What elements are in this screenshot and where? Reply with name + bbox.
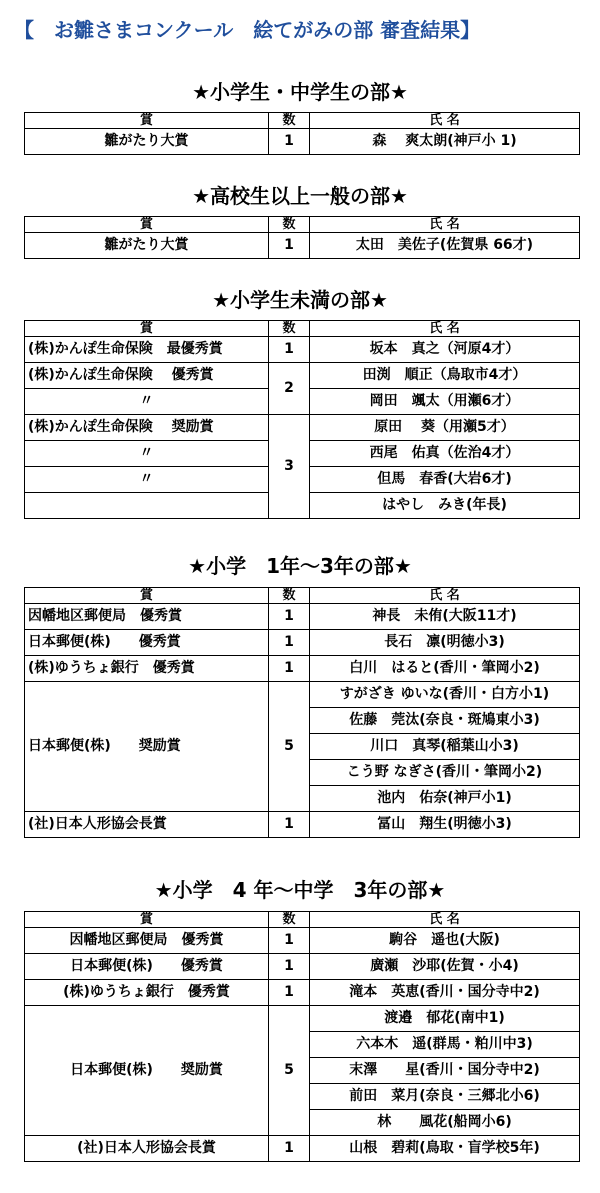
name-cell: すがざき ゆいな(香川・白方小1): [310, 682, 580, 708]
header-name: 氏 名: [310, 113, 580, 129]
award-cell: 日本郵便(株) 奨励賞: [25, 682, 269, 812]
table-row: [25, 1006, 580, 1032]
name-cell: 長石 凛(明徳小3): [310, 630, 580, 656]
header-count: 数: [269, 321, 310, 337]
results-table-grade-1-3: [24, 587, 580, 838]
name-cell: 六本木 遥(群馬・粕川中3): [310, 1032, 580, 1058]
award-cell: 日本郵便(株) 奨励賞: [25, 1006, 269, 1136]
award-cell: (株)ゆうちょ銀行 優秀賞: [25, 980, 269, 1006]
header-count: 数: [269, 113, 310, 129]
name-cell: 西尾 佑真（佐治4才）: [310, 441, 580, 467]
name-cell: 末澤 星(香川・国分寺中2): [310, 1058, 580, 1084]
section-heading-grade-4-junior-3: ★小学 4 年～中学 3年の部★: [154, 878, 446, 902]
name-cell: 滝本 英恵(香川・国分寺中2): [310, 980, 580, 1006]
count-cell: 1: [269, 928, 310, 954]
name-cell: こう野 なぎさ(香川・筆岡小2): [310, 760, 580, 786]
count-cell: 3: [269, 415, 310, 519]
section-heading-elementary-junior: ★小学生・中学生の部★: [192, 80, 408, 104]
table-row: [25, 415, 580, 441]
name-cell: 渡邉 郁花(南中1): [310, 1006, 580, 1032]
count-cell: 1: [269, 656, 310, 682]
name-cell: 坂本 真之（河原4才）: [310, 337, 580, 363]
award-cell: 雛がたり大賞: [25, 129, 269, 155]
award-cell: (株)かんぽ生命保険 最優秀賞: [25, 337, 269, 363]
count-cell: 1: [269, 980, 310, 1006]
results-table-preschool: [24, 320, 580, 519]
table-row: [25, 928, 580, 954]
section-heading-preschool: ★小学生未満の部★: [212, 288, 388, 312]
table-row: [25, 233, 580, 259]
award-cell: 因幡地区郵便局 優秀賞: [25, 604, 269, 630]
table-header-row: [25, 113, 580, 129]
header-award: 賞: [25, 912, 269, 928]
name-cell: 山根 碧莉(鳥取・盲学校5年): [310, 1136, 580, 1162]
name-cell: 神長 未侑(大阪11才): [310, 604, 580, 630]
name-cell: 前田 菜月(奈良・三郷北小6): [310, 1084, 580, 1110]
award-cell: 雛がたり大賞: [25, 233, 269, 259]
name-cell: 田渕 順正（鳥取市4才）: [310, 363, 580, 389]
table-header-row: [25, 912, 580, 928]
table-row: [25, 954, 580, 980]
ditto-cell: 〃: [25, 389, 269, 415]
count-cell: 1: [269, 630, 310, 656]
count-cell: 1: [269, 337, 310, 363]
name-cell: 池内 佑奈(神戸小1): [310, 786, 580, 812]
table-row: [25, 337, 580, 363]
name-cell: 林 風花(船岡小6): [310, 1110, 580, 1136]
header-award: 賞: [25, 588, 269, 604]
ditto-cell: 〃: [25, 441, 269, 467]
count-cell: 5: [269, 682, 310, 812]
header-name: 氏 名: [310, 912, 580, 928]
name-cell: 太田 美佐子(佐賀県 66才): [310, 233, 580, 259]
name-cell: 森 爽太朗(神戸小 1): [310, 129, 580, 155]
count-cell: 1: [269, 812, 310, 838]
name-cell: 駒谷 遥也(大阪): [310, 928, 580, 954]
count-cell: 2: [269, 363, 310, 415]
name-cell: 佐藤 莞汰(奈良・斑鳩東小3): [310, 708, 580, 734]
header-name: 氏 名: [310, 321, 580, 337]
header-name: 氏 名: [310, 588, 580, 604]
table-row: [25, 363, 580, 389]
ditto-cell: 〃: [25, 467, 269, 493]
header-award: 賞: [25, 113, 269, 129]
count-cell: 1: [269, 604, 310, 630]
table-row: [25, 129, 580, 155]
name-cell: はやし みき(年長): [310, 493, 580, 519]
count-cell: 1: [269, 233, 310, 259]
section-heading-grade-1-3: ★小学 1年～3年の部★: [188, 554, 412, 578]
header-count: 数: [269, 912, 310, 928]
award-cell: [25, 493, 269, 519]
name-cell: 岡田 颯太（用瀬6才）: [310, 389, 580, 415]
award-cell: 日本郵便(株) 優秀賞: [25, 630, 269, 656]
count-cell: 5: [269, 1006, 310, 1136]
name-cell: 廣瀬 沙耶(佐賀・小4): [310, 954, 580, 980]
table-row: [25, 656, 580, 682]
table-row: [25, 604, 580, 630]
award-cell: (社)日本人形協会長賞: [25, 812, 269, 838]
name-cell: 川口 真琴(稲葉山小3): [310, 734, 580, 760]
page-title: 【 お雛さまコンクール 絵てがみの部 審査結果】: [14, 18, 481, 42]
award-cell: (株)かんぽ生命保険 奨励賞: [25, 415, 269, 441]
results-table-grade-4-junior-3: [24, 911, 580, 1162]
count-cell: 1: [269, 1136, 310, 1162]
header-award: 賞: [25, 217, 269, 233]
award-cell: 日本郵便(株) 優秀賞: [25, 954, 269, 980]
table-header-row: [25, 321, 580, 337]
name-cell: 但馬 春香(大岩6才): [310, 467, 580, 493]
award-cell: (社)日本人形協会長賞: [25, 1136, 269, 1162]
count-cell: 1: [269, 954, 310, 980]
results-table-high-general: [24, 216, 580, 259]
table-row: [25, 1136, 580, 1162]
name-cell: 原田 葵（用瀬5才）: [310, 415, 580, 441]
award-cell: 因幡地区郵便局 優秀賞: [25, 928, 269, 954]
table-row: [25, 682, 580, 708]
header-name: 氏 名: [310, 217, 580, 233]
results-table-elementary-junior: [24, 112, 580, 155]
award-cell: (株)かんぽ生命保険 優秀賞: [25, 363, 269, 389]
table-row: [25, 812, 580, 838]
header-award: 賞: [25, 321, 269, 337]
section-heading-high-general: ★高校生以上一般の部★: [192, 184, 408, 208]
table-header-row: [25, 217, 580, 233]
table-row: [25, 980, 580, 1006]
header-count: 数: [269, 217, 310, 233]
count-cell: 1: [269, 129, 310, 155]
table-row: [25, 630, 580, 656]
award-cell: (株)ゆうちょ銀行 優秀賞: [25, 656, 269, 682]
name-cell: 白川 はると(香川・筆岡小2): [310, 656, 580, 682]
table-header-row: [25, 588, 580, 604]
header-count: 数: [269, 588, 310, 604]
name-cell: 冨山 翔生(明徳小3): [310, 812, 580, 838]
